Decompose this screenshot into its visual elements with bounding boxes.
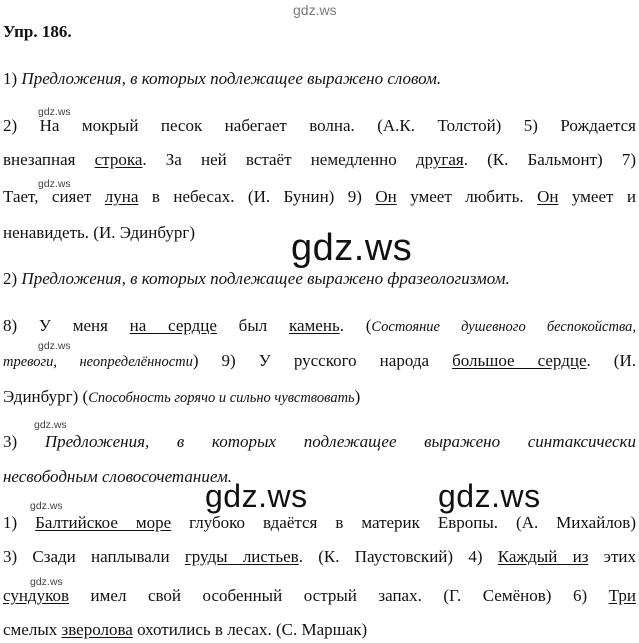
section-3-heading [3,432,636,452]
text-fragment: . ( [339,316,372,335]
text-fragment: смелых [3,620,62,639]
underlined-subject: луна [104,187,139,206]
underlined-subject: Он [537,187,559,206]
text-fragment: . (И. [586,351,636,370]
watermark-small-3: gdz.ws [38,340,71,352]
text-line [3,586,636,606]
underlined-subject: на сердце [129,316,217,335]
underlined-subject: большое сердце [452,351,587,370]
section-1-heading [3,69,636,89]
watermark-large-3: gdz.ws [438,478,541,514]
text-line [3,116,636,136]
exercise-title: Упр. 186. [3,22,72,41]
text-line [3,513,636,533]
underlined-subject: другая [415,150,464,169]
text-line [3,223,636,243]
idiom-meaning: Способность горячо и сильно чувствовать [88,390,355,406]
text-fragment: 3) Сзади наплывали [3,547,185,566]
section-1-title: Предложения, в которых подлежащее выражено словом. [21,69,442,88]
underlined-subject: Балтийское море [35,513,172,532]
underlined-subject: сундуков [3,586,69,605]
text-line [3,316,636,337]
text-fragment: . (К. Бальмонт) 7) [463,150,636,169]
text-fragment: этих [588,547,636,566]
text-fragment: 1) [3,513,36,532]
text-line [3,187,636,207]
text-line [3,620,636,640]
watermark-top: gdz.ws [293,2,337,18]
text-line [3,387,636,408]
underlined-subject: Каждый из [497,547,589,566]
text-fragment: . (К. Паустовский) 4) [298,547,498,566]
underlined-subject: груды листьев [184,547,299,566]
watermark-large-1: gdz.ws [291,227,413,269]
section-2-title: Предложения, в которых подлежащее выражено фразеологизмом. [21,269,510,288]
text-fragment: глубоко вдаётся в материк Европы. (А. Михайлов) [171,513,636,532]
underlined-subject: камень [289,316,340,335]
text-fragment: Тает, сияет [3,187,105,206]
text-fragment: 2) На мокрый песок набегает волна. (А.К. Толстой) 5) Рождается [3,116,636,135]
watermark-small-1: gdz.ws [38,106,71,118]
idiom-meaning: Состояние душевного беспокойства, [371,319,637,335]
text-fragment: ненавидеть. (И. Эдинбург) [3,223,196,242]
text-fragment: умеет и [558,187,636,206]
section-3-number: 3) [3,432,18,451]
text-fragment: ) [354,387,361,406]
underlined-subject: Три [608,586,636,605]
section-3-title: Предложения, в которых подлежащее выражено синтаксически [44,432,636,451]
text-fragment: 8) У меня [3,316,130,335]
text-fragment: внезапная [3,150,95,169]
underlined-subject: строка [94,150,143,169]
text-fragment: . За ней встаёт немедленно [142,150,416,169]
section-3-heading-cont [3,467,636,487]
underlined-subject: зверолова [61,620,133,639]
watermark-small-6: gdz.ws [30,576,63,588]
text-fragment: Эдинбург) ( [3,387,89,406]
section-2-heading [3,269,636,289]
text-line [3,351,636,372]
watermark-small-2: gdz.ws [38,178,71,190]
underlined-subject: Он [375,187,397,206]
text-fragment: в небесах. (И. Бунин) 9) [138,187,376,206]
text-fragment: имел свой особенный острый запах. (Г. Семёнов) 6) [69,586,609,605]
text-fragment: ) 9) У русского народа [192,351,453,370]
text-fragment: умеет любить. [396,187,538,206]
text-fragment: охотились в лесах. (С. Маршак) [132,620,368,639]
section-3-title-cont: несвободным словосочетанием. [3,467,233,486]
watermark-small-4: gdz.ws [34,419,67,431]
text-line [3,150,636,170]
watermark-large-2: gdz.ws [205,478,308,514]
section-2-number: 2) [3,269,18,288]
text-fragment: был [216,316,289,335]
idiom-meaning: тревоги, неопределённости [3,354,193,370]
watermark-small-5: gdz.ws [30,500,63,512]
section-1-number: 1) [3,69,18,88]
text-line [3,547,636,567]
